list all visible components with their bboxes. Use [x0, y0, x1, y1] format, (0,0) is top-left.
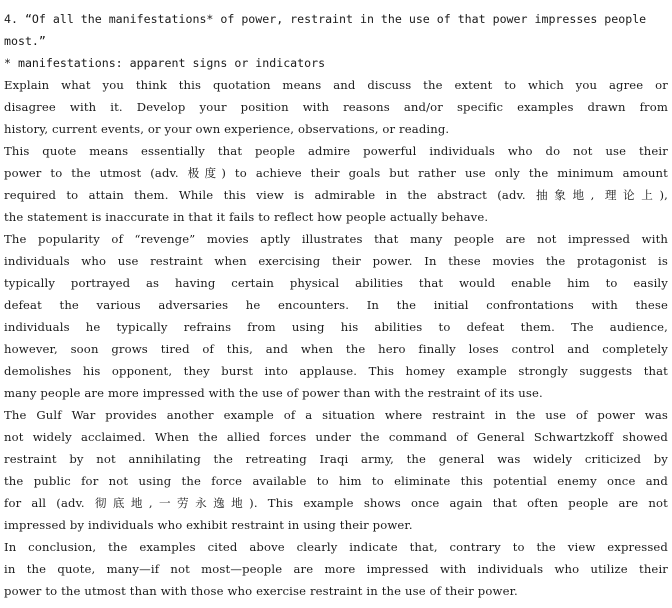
essay-line: however, soon grows tired of this, and when the hero finally loses control and completely — [4, 342, 668, 356]
essay-line: defeat the various adversaries he encounters. In the initial confrontations with these — [4, 298, 668, 312]
essay-line: impressed by individuals who exhibit restraint in using their power. — [4, 518, 413, 532]
essay-line: required to attain them. While this view is admirable in the abstract (adv. 抽象地, 理论上), — [4, 188, 668, 202]
essay-line: individuals who use restraint when exercising their power. In these movies the protagonist is — [4, 254, 668, 268]
essay-line: power to the utmost (adv. 极度) to achieve their goals but rather use only the minimum amount — [4, 166, 668, 180]
essay-paragraph-4 — [4, 536, 668, 602]
essay-line: power to the utmost than with those who exercise restraint in the use of their power. — [4, 584, 518, 598]
essay-line: individuals he typically refrains from using his abilities to defeat them. The audience, — [4, 320, 668, 334]
essay-line: the public for not using the force available to him to eliminate this potential enemy once and — [4, 474, 668, 488]
essay-paragraph-2 — [4, 228, 668, 404]
essay-line: not widely acclaimed. When the allied forces under the command of General Schwartzkoff showed — [4, 430, 668, 444]
question-line-2: most.” — [4, 34, 46, 48]
essay-line: The Gulf War provides another example of a situation where restraint in the use of power was — [4, 408, 668, 422]
essay-line: typically portrayed as having certain physical abilities that would enable him to easily — [4, 276, 668, 290]
essay-line: In conclusion, the examples cited above clearly indicate that, contrary to the view expressed — [4, 540, 668, 554]
essay-line: restraint by not annihilating the retreating Iraqi army, the general was widely criticized by — [4, 452, 668, 466]
instructions-line: Explain what you think this quotation means and discuss the extent to which you agree or — [4, 78, 668, 92]
essay-paragraph-1 — [4, 140, 668, 228]
footnote: * manifestations: apparent signs or indicators — [4, 56, 326, 70]
question-line-1: 4. “Of all the manifestations* of power, restraint in the use of that power impresses people — [4, 12, 647, 26]
instructions-line: disagree with it. Develop your position with reasons and/or specific examples drawn from — [4, 100, 668, 114]
essay-line: demolishes his opponent, they burst into applause. This homey example strongly suggests that — [4, 364, 668, 378]
essay-paragraph-3 — [4, 404, 668, 536]
document-body — [4, 8, 668, 602]
essay-line: many people are more impressed with the use of power than with the restraint of its use. — [4, 386, 543, 400]
essay-line: The popularity of “revenge” movies aptly illustrates that many people are not impressed with — [4, 232, 668, 246]
essay-line: This quote means essentially that people admire powerful individuals who do not use their — [4, 144, 668, 158]
essay-line: in the quote, many—if not most—people are more impressed with individuals who utilize their — [4, 562, 668, 576]
instructions-line: history, current events, or your own experience, observations, or reading. — [4, 122, 450, 136]
instructions — [4, 74, 668, 140]
essay-line: for all (adv. 彻底地,一劳永逸地). This example shows once again that often people are not — [4, 496, 668, 510]
essay-line: the statement is inaccurate in that it fails to reflect how people actually behave. — [4, 210, 489, 224]
